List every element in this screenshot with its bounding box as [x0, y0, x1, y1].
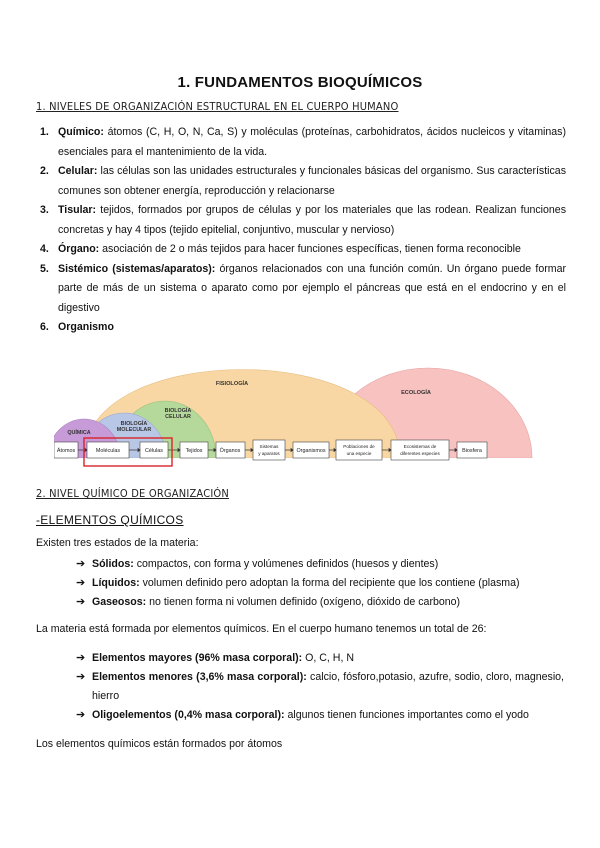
- quimica-label: QUÍMICA: [67, 430, 91, 436]
- list-item: [38, 201, 566, 240]
- item-text: compactos, con forma y volúmenes definidos (huesos y dientes): [133, 558, 439, 570]
- item-term: Sólidos:: [92, 558, 134, 570]
- levels-list: [38, 123, 566, 338]
- chain-label: Biosfera: [462, 448, 482, 454]
- paragraph-atoms: Los elementos químicos están formados por átomos: [36, 738, 283, 750]
- item-text: O, C, H, N: [302, 652, 354, 664]
- item-text: tejidos, formados por grupos de células y por los materiales que las rodean. Realizan funciones concretas y hay 4 tipos (tejido epitelial, conjuntivo, muscular y nervioso): [58, 204, 566, 236]
- chain-label: Organismos: [296, 448, 326, 454]
- item-number: 5.: [40, 262, 49, 275]
- chain-label: una especie: [346, 451, 372, 456]
- item-number: 1.: [40, 126, 49, 138]
- item-text: átomos (C, H, O, N, Ca, S) y moléculas (proteínas, carbohidratos, ácidos nucleicos y vitaminas) esenciales para el mantenimiento de la vida.: [58, 126, 566, 158]
- chain-label: Células: [145, 448, 163, 454]
- chain-box: [391, 440, 449, 460]
- paragraph-states-intro: Existen tres estados de la materia:: [36, 537, 199, 549]
- chain-label: Sistemas: [259, 444, 279, 449]
- list-item: [38, 123, 566, 162]
- item-text: calcio, fósforo,potasio, azufre, sodio, cloro, magnesio, hierro: [92, 671, 565, 702]
- chain-label: y aparatos: [258, 451, 280, 456]
- ecologia-label: ECOLOGÍA: [401, 390, 431, 396]
- arrow-icon: ➔: [76, 652, 86, 664]
- arrow-icon: ➔: [76, 671, 86, 683]
- biologia-molecular-label: BIOLOGÍA MOLECULAR: [116, 421, 152, 433]
- item-number: 6.: [40, 321, 49, 333]
- item-term: Celular:: [58, 165, 98, 177]
- subheading-elements: -ELEMENTOS QUÍMICOS: [36, 513, 184, 527]
- item-term: Gaseosos:: [92, 596, 147, 608]
- list-item: [38, 318, 566, 338]
- chain-label: diferentes especies: [400, 451, 440, 456]
- paragraph-elements-intro: La materia está formada por elementos químicos. En el cuerpo humano tenemos un total de 26:: [36, 623, 487, 635]
- section-heading-chemical: 2. NIVEL QUÍMICO DE ORGANIZACIÓN: [36, 487, 230, 500]
- list-item: [76, 649, 564, 668]
- list-item: [76, 706, 564, 725]
- chain-label: Átomos: [56, 448, 76, 454]
- chain-label: Ecosistemas de: [403, 444, 437, 449]
- list-item: [76, 555, 564, 574]
- item-number: 4.: [40, 243, 49, 255]
- arrow-icon: ➔: [76, 709, 86, 721]
- list-item: [38, 240, 566, 260]
- list-item: [38, 162, 566, 201]
- item-term: Líquidos:: [92, 577, 140, 589]
- item-text: volumen definido pero adoptan la forma del recipiente que los contiene (plasma): [139, 577, 520, 589]
- page-title: 1. FUNDAMENTOS BIOQUÍMICOS: [177, 74, 423, 91]
- chain-label: Moléculas: [95, 448, 121, 454]
- item-term: Organismo: [58, 321, 114, 333]
- states-list: [76, 555, 564, 612]
- item-term: Órgano:: [58, 243, 100, 255]
- list-item: [76, 593, 564, 612]
- chain-row: [54, 440, 487, 460]
- arrow-icon: ➔: [76, 558, 86, 570]
- chain-label: Órganos: [219, 448, 241, 454]
- item-number: 3.: [40, 204, 49, 216]
- item-term: Elementos menores (3,6% masa corporal):: [92, 671, 307, 683]
- arrow-icon: ➔: [76, 577, 86, 589]
- arrow-icon: ➔: [76, 596, 86, 608]
- item-term: Químico:: [58, 126, 104, 138]
- chain-box: [336, 440, 382, 460]
- item-number: 2.: [40, 165, 49, 177]
- item-term: Tisular:: [58, 204, 97, 216]
- item-text: no tienen forma ni volumen definido (oxígeno, dióxido de carbono): [146, 596, 461, 608]
- chain-box: [253, 440, 285, 460]
- chain-label: Tejidos: [185, 448, 203, 454]
- elements-list: [76, 649, 564, 725]
- list-item: [76, 668, 564, 706]
- item-text: las células son las unidades estructurales y funcionales básicas del organismo. Sus características comunes son obtener energía, reproducción y relacionarse: [58, 165, 566, 197]
- organization-levels-diagram: [54, 362, 554, 470]
- item-text: algunos tienen funciones importantes como el yodo: [284, 709, 529, 721]
- fisiologia-label: FISIOLOGÍA: [215, 381, 249, 387]
- item-text: asociación de 2 o más tejidos para hacer funciones específicas, tienen forma reconocible: [99, 243, 521, 255]
- item-term: Elementos mayores (96% masa corporal):: [92, 652, 303, 664]
- list-item: [38, 260, 566, 319]
- list-item: [76, 574, 564, 593]
- section-heading-levels: 1. NIVELES DE ORGANIZACIÓN ESTRUCTURAL EN EL CUERPO HUMANO: [36, 100, 399, 113]
- biologia-celular-label: BIOLOGÍA CELULAR: [164, 408, 192, 420]
- item-term: Sistémico (sistemas/aparatos):: [58, 262, 216, 275]
- item-text: órganos relacionados con una función común. Un órgano puede formar parte de más de un sistema o aparato como por ejemplo el páncreas que está en el endocrino y en el digestivo: [58, 262, 566, 314]
- chain-label: Poblaciones de: [343, 444, 375, 449]
- item-term: Oligoelementos (0,4% masa corporal):: [92, 709, 285, 721]
